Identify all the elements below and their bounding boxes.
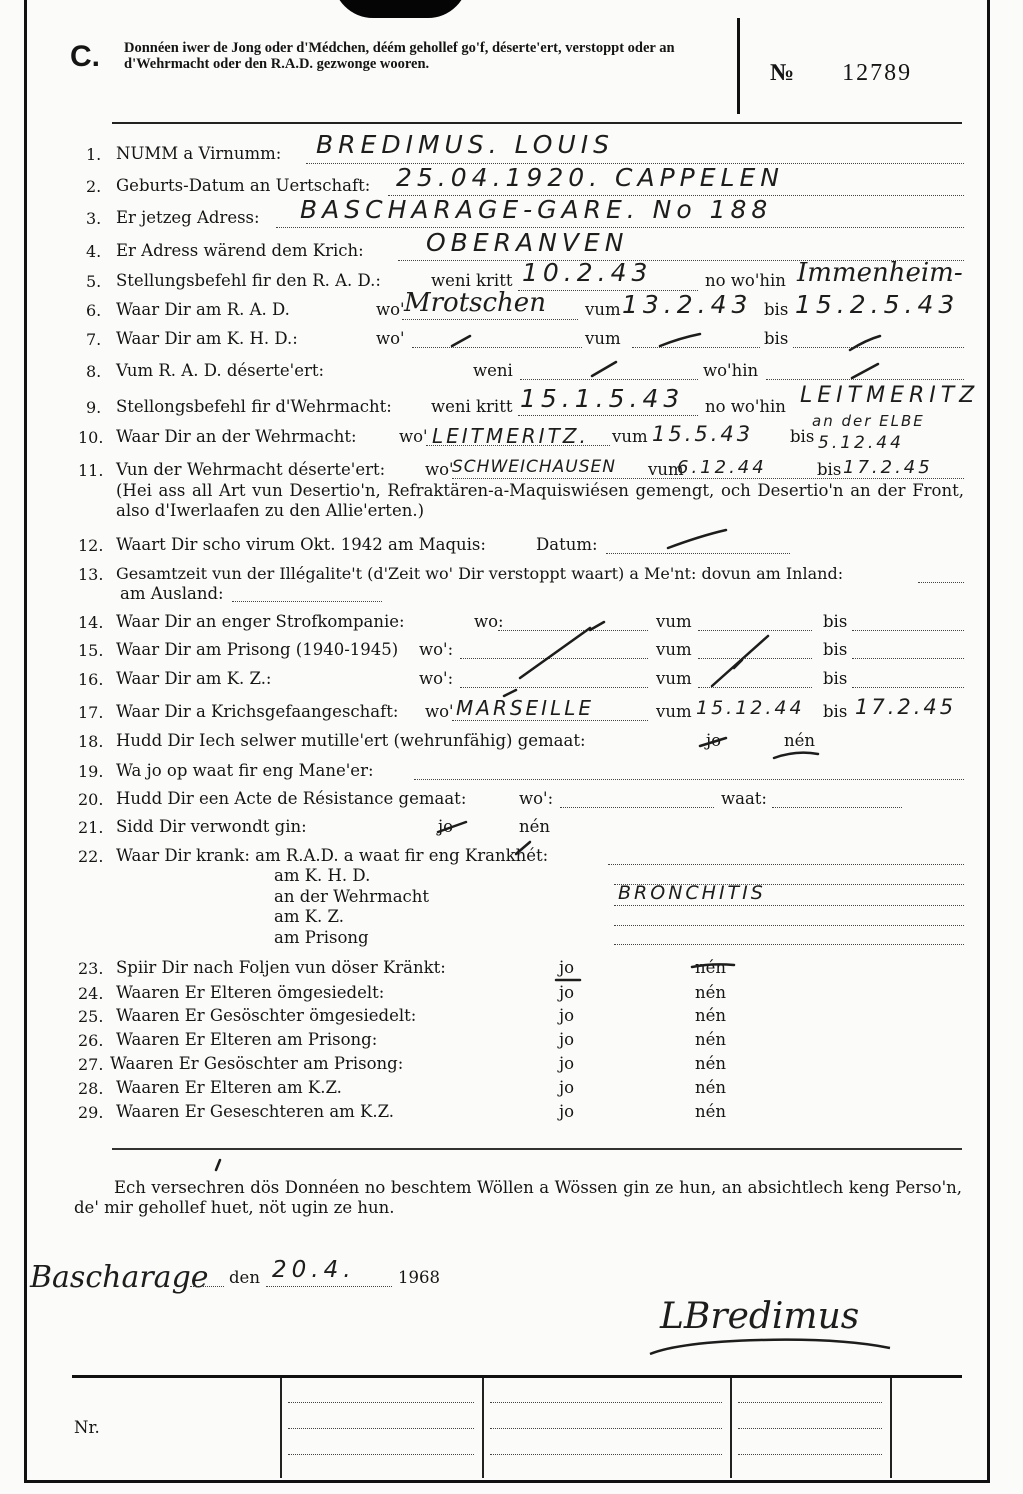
section-rule [112,1148,962,1150]
signature-place: Bascharage [30,1260,209,1295]
row-number: 2. [86,177,102,196]
row-number: 6. [86,301,102,320]
field-value: 17.2.45 [843,457,933,478]
field-label: no wo'hin [705,397,786,416]
field-label: wo': [419,669,454,688]
field-label: wo'hin [703,361,759,380]
declaration-text: Ech versechren dös Donnéen no beschtem Wöllen a Wössen gin ze hun, an absichtlech keng Perso'n, de' mir gehollef huet, nöt ugin ze hun. [74,1178,962,1217]
field-value-birth: 25.04.1920. CAPPELEN [396,163,784,192]
cross-mark [590,622,604,630]
option-jo: jo [438,817,454,836]
table-top-rule [72,1375,962,1378]
field-label: am Prisong [274,928,369,947]
underline-mark [774,753,818,758]
option-jo: jo [559,983,575,1002]
field-label: Waart Dir scho virum Okt. 1942 am Maquis: [116,535,486,554]
cross-mark [852,364,878,378]
option-jo: jo [559,1006,575,1025]
option-nen: nén [695,1102,727,1121]
row-number: 12. [78,536,104,555]
row-number: 5. [86,272,102,291]
row-number: 24. [78,984,104,1003]
field-label: Waaren Er Geseschteren am K.Z. [116,1102,395,1121]
field-value: LEITMERITZ [800,383,980,408]
field-note: an der ELBE [812,412,925,430]
table-column-divider [482,1378,484,1478]
field-label: wo' [425,460,454,479]
option-nen: nén [695,1054,727,1073]
field-label: wo': [519,789,554,808]
table-cell-line [490,1402,722,1403]
row-number: 17. [78,703,104,722]
field-label-address: Er jetzeg Adress: [116,208,260,227]
field-note: (Hei ass all Art vun Desertio'n, Refraktären-a-Maquiswiésen gemengt, och Desertio'n an der Front, also d'Iwerlaafen zu den Allie'erten.) [116,481,964,520]
field-value: 10.2.43 [522,258,653,287]
field-value: Mrotschen [404,288,546,318]
option-nen: nén [695,958,727,977]
row-number: 15. [78,641,104,660]
cross-mark [668,530,726,548]
field-label: vum [585,329,621,348]
table-cell-line [738,1454,882,1455]
field-value: 15.12.44 [696,697,805,719]
field-label: Wa jo op waat fir eng Mane'er: [116,761,374,780]
table-cell-line [288,1454,474,1455]
cross-mark [850,336,880,350]
field-label: Waar Dir am K. Z.: [116,669,272,688]
option-jo: jo [559,1054,575,1073]
row-number: 18. [78,732,104,751]
section-letter: C. [70,40,100,73]
row-number: 28. [78,1079,104,1098]
field-label: bis [790,427,815,446]
table-cell-line [490,1454,722,1455]
field-label: Waaren Er Elteren ömgesiedelt: [116,983,385,1002]
field-label: bis [823,640,848,659]
number-prefix: № [770,60,797,86]
field-label-name: NUMM a Virnumm: [116,144,282,163]
cross-mark [700,738,726,746]
field-label: Waaren Er Elteren am K.Z. [116,1078,342,1097]
field-label: vum [656,669,692,688]
field-line [190,1286,224,1287]
field-value: BRONCHITIS [618,882,766,904]
cross-mark [452,336,470,346]
row-number: 25. [78,1007,104,1026]
field-label: Waar Dir am K. H. D.: [116,329,298,348]
field-label: wo: [474,612,504,631]
field-label: bis [823,702,848,721]
table-column-divider [890,1378,892,1478]
table-cell-line [288,1402,474,1403]
field-label: Waar Dir an der Wehrmacht: [116,427,357,446]
row-number: 11. [78,461,104,480]
field-label-war-address: Er Adress wärend dem Krich: [116,241,364,260]
field-label: an der Wehrmacht [274,887,430,906]
field-value: LEITMERITZ. [432,424,589,448]
field-label: bis [764,300,789,319]
field-label: weni kritt [431,271,513,290]
row-number: 10. [78,428,104,447]
cross-mark [504,690,516,696]
nr-label: Nr. [74,1418,100,1437]
field-label: am K. Z. [274,907,344,926]
field-value: 17.2.45 [855,695,957,719]
table-cell-line [738,1402,882,1403]
field-label: Hudd Dir Iech selwer mutille'ert (wehrunfähig) gemaat: [116,731,586,750]
field-label: vum [585,300,621,319]
field-label: Waaren Er Gesöschter ömgesiedelt: [116,1006,417,1025]
row-number: 1. [86,145,102,164]
field-label: Stellungsbefehl fir den R. A. D.: [116,271,381,290]
signature: LBredimus [660,1296,860,1337]
form-title: Donnéen iwer de Jong oder d'Médchen, déém gehollef go'f, déserte'ert, verstoppt oder an d'Wehrmacht oder den R.A.D. gezwonge wooren. [124,40,675,72]
signature-date: 20.4. [272,1257,356,1283]
field-label: wo' [376,300,405,319]
field-label: Waar Dir am Prisong (1940-1945) [116,640,399,659]
field-label: Waar Dir an enger Strofkompanie: [116,612,405,631]
field-label: Waar Dir am R. A. D. [116,300,290,319]
field-label: vum [656,702,692,721]
field-label: Vum R. A. D. déserte'ert: [116,361,325,380]
field-label: am K. H. D. [274,866,371,885]
option-nen: nén [695,983,727,1002]
field-label: vum [656,612,692,631]
number-value: 12789 [842,60,913,86]
field-value: MARSEILLE [456,696,594,720]
field-label: Waar Dir krank: am R.A.D. a waat fir eng Krankhét: [116,846,549,865]
field-label: weni kritt [431,397,513,416]
field-label: am Ausland: [120,584,224,603]
row-number: 29. [78,1103,104,1122]
cross-mark [592,362,616,376]
row-number: 14. [78,613,104,632]
field-label: Waaren Er Gesöschter am Prisong: [110,1054,404,1073]
field-label: wo' [376,329,405,348]
field-label: Vun der Wehrmacht déserte'ert: [116,460,386,479]
row-number: 8. [86,362,102,381]
option-nen: nén [519,817,551,836]
table-cell-line [490,1428,722,1429]
row-number: 22. [78,847,104,866]
row-number: 7. [86,330,102,349]
field-label: wo' [399,427,428,446]
field-value: 15.2.5.43 [795,290,960,319]
option-jo: jo [559,1102,575,1121]
field-value: Immenheim- [797,258,963,288]
field-label: waat: [721,789,767,808]
option-nen: nén [695,1078,727,1097]
field-value: SCHWEICHAUSEN [452,457,616,477]
field-value-name: BREDIMUS. LOUIS [316,130,614,159]
field-label: Datum: [536,535,598,554]
option-jo: jo [559,1030,575,1049]
option-nen: nén [695,1030,727,1049]
field-label: bis [823,612,848,631]
field-label: bis [817,460,842,479]
field-label: bis [764,329,789,348]
row-number: 26. [78,1031,104,1050]
field-label: Waar Dir a Krichsgefaangeschaft: [116,702,399,721]
field-value: 15.1.5.43 [520,384,685,413]
signature-year: 1968 [398,1268,440,1287]
field-label: vum [612,427,648,446]
table-cell-line [738,1428,882,1429]
row-number: 13. [78,565,104,584]
field-label: Waaren Er Elteren am Prisong: [116,1030,378,1049]
check-mark [516,842,530,854]
field-label: Hudd Dir een Acte de Résistance gemaat: [116,789,467,808]
field-label: Sidd Dir verwondt gin: [116,817,307,836]
cross-mark [438,822,466,832]
table-column-divider [730,1378,732,1478]
field-label: no wo'hin [705,271,786,290]
row-number: 4. [86,242,102,261]
option-jo: jo [559,1078,575,1097]
row-number: 20. [78,790,104,809]
field-label: wo': [419,640,454,659]
option-jo: jo [559,958,575,977]
field-label: vum [648,460,684,479]
field-label: bis [823,669,848,688]
row-number: 27. [78,1055,104,1074]
option-jo: jo [706,731,722,750]
field-value-address: BASCHARAGE-GARE. No 188 [300,195,773,224]
field-value: 13.2.43 [622,290,753,319]
strike-mark [692,964,734,967]
signature-flourish [640,1320,900,1370]
signature-den: den [229,1268,260,1287]
row-number: 16. [78,670,104,689]
table-column-divider [280,1378,282,1478]
field-value: 15.5.43 [652,422,754,446]
field-label: Spiir Dir nach Foljen vun döser Kränkt: [116,958,446,977]
row-number: 23. [78,959,104,978]
field-label: weni [473,361,513,380]
field-label: vum [656,640,692,659]
field-label: wo' [425,702,454,721]
row-number: 9. [86,398,102,417]
field-value: 5.12.44 [818,433,904,453]
field-label-birth: Geburts-Datum an Uertschaft: [116,176,371,195]
field-label: Gesamtzeit vun der Illégalite't (d'Zeit wo' Dir verstoppt waart) a Me'nt: dovun am Inland: [116,564,844,583]
field-line [266,1286,392,1287]
cross-mark [660,334,700,346]
field-value: 6.12.44 [677,457,767,478]
row-number: 3. [86,209,102,228]
row-number: 21. [78,818,104,837]
pen-mark [216,1160,220,1170]
cross-mark [520,628,590,678]
row-number: 19. [78,762,104,781]
option-nen: nén [695,1006,727,1025]
option-nen: nén [784,731,816,750]
field-value-war-address: OBERANVEN [426,228,629,257]
field-label: Stellongsbefehl fir d'Wehrmacht: [116,397,392,416]
table-cell-line [288,1428,474,1429]
